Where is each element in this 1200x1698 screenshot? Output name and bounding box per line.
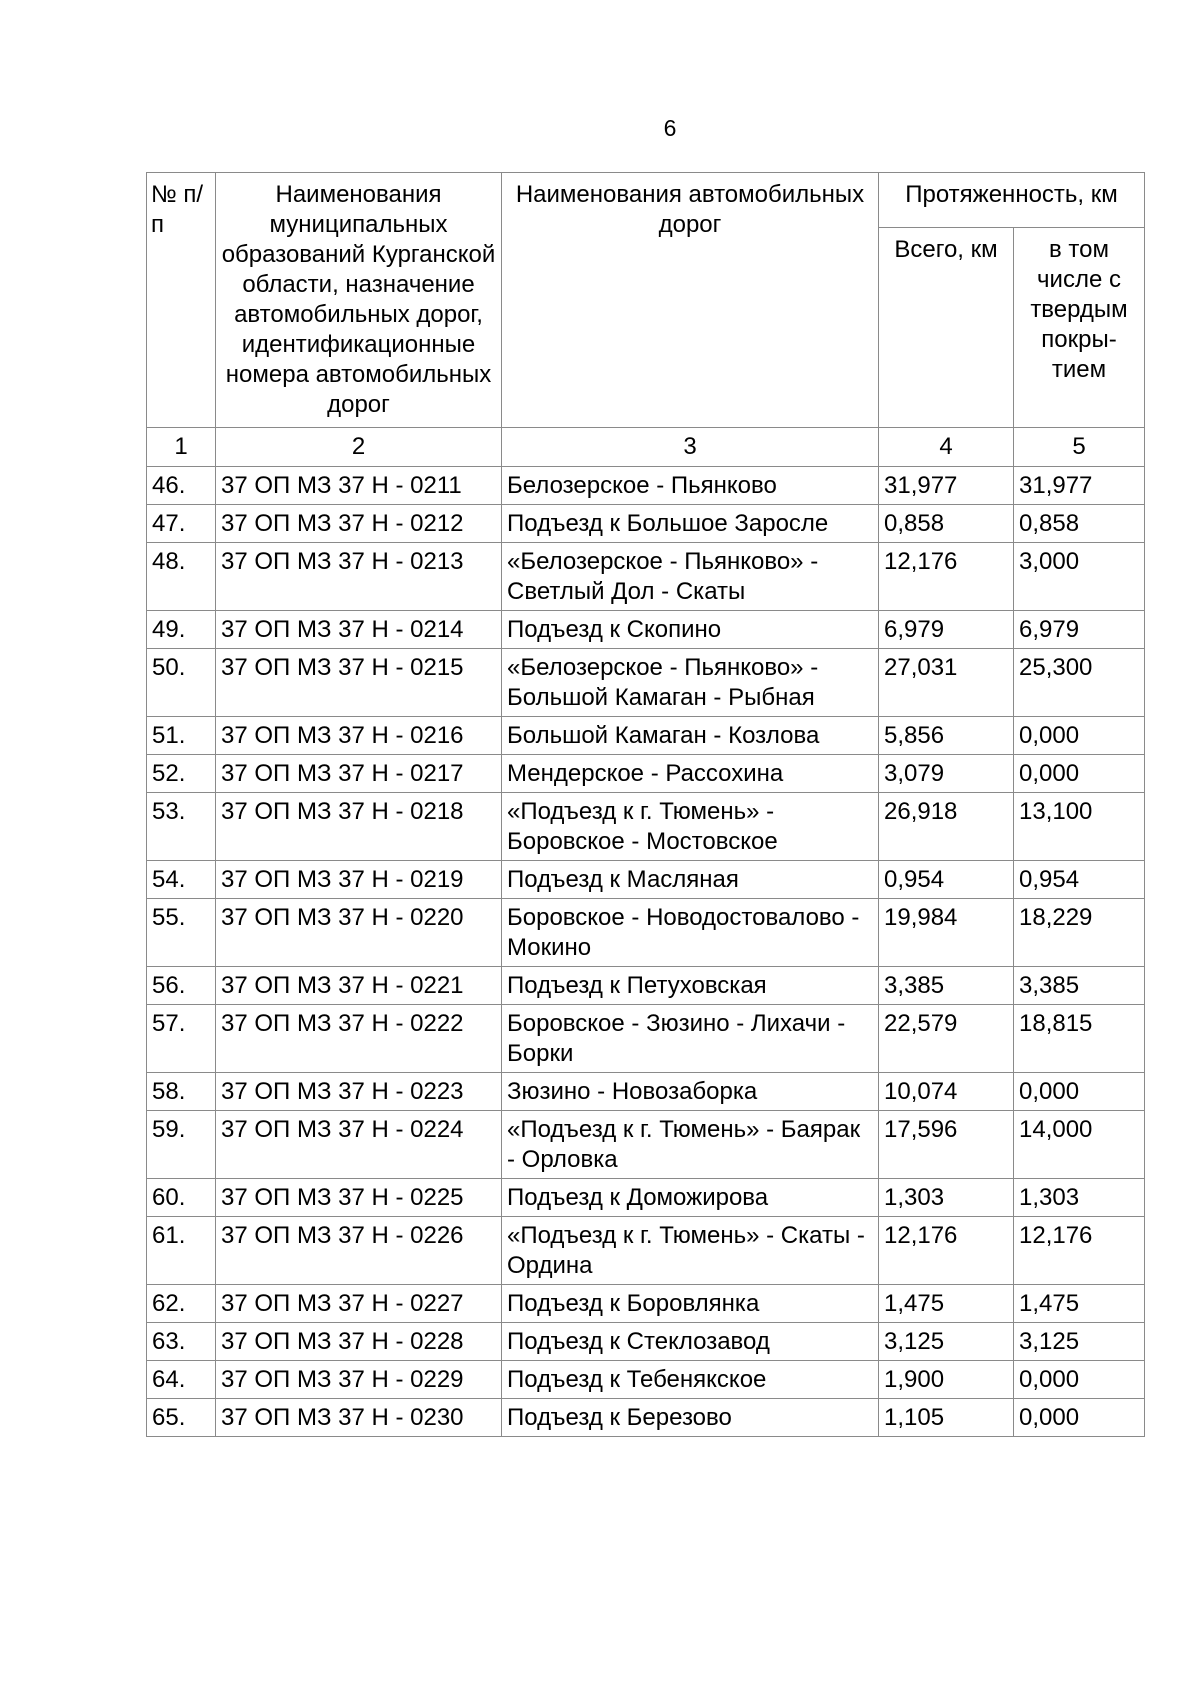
row-number: 63. xyxy=(147,1323,216,1361)
header-length: Протяженность, км xyxy=(879,173,1145,228)
length-total: 10,074 xyxy=(879,1073,1014,1111)
row-number: 61. xyxy=(147,1217,216,1285)
table-body xyxy=(147,467,1145,1437)
road-id: 37 ОП МЗ 37 Н - 0213 xyxy=(216,543,502,611)
row-number: 59. xyxy=(147,1111,216,1179)
length-paved: 13,100 xyxy=(1014,793,1145,861)
row-number: 58. xyxy=(147,1073,216,1111)
length-total: 1,900 xyxy=(879,1361,1014,1399)
header-road-name: Наименования автомобильных дорог xyxy=(502,173,879,428)
road-id: 37 ОП МЗ 37 Н - 0223 xyxy=(216,1073,502,1111)
row-number: 60. xyxy=(147,1179,216,1217)
table-row xyxy=(147,1005,1145,1073)
row-number: 48. xyxy=(147,543,216,611)
road-name: Большой Камаган - Козлова xyxy=(502,717,879,755)
road-name: «Подъезд к г. Тюмень» - Боровское - Мостовское xyxy=(502,793,879,861)
length-paved: 1,303 xyxy=(1014,1179,1145,1217)
column-number: 5 xyxy=(1014,428,1145,467)
length-total: 12,176 xyxy=(879,1217,1014,1285)
road-id: 37 ОП МЗ 37 Н - 0219 xyxy=(216,861,502,899)
length-total: 6,979 xyxy=(879,611,1014,649)
row-number: 50. xyxy=(147,649,216,717)
table-row xyxy=(147,1323,1145,1361)
table-row xyxy=(147,543,1145,611)
road-name: Подъезд к Доможирова xyxy=(502,1179,879,1217)
table-row xyxy=(147,1111,1145,1179)
road-id: 37 ОП МЗ 37 Н - 0225 xyxy=(216,1179,502,1217)
table-row xyxy=(147,967,1145,1005)
road-id: 37 ОП МЗ 37 Н - 0218 xyxy=(216,793,502,861)
table-row xyxy=(147,611,1145,649)
length-total: 22,579 xyxy=(879,1005,1014,1073)
length-paved: 0,000 xyxy=(1014,1073,1145,1111)
road-id: 37 ОП МЗ 37 Н - 0216 xyxy=(216,717,502,755)
length-paved: 14,000 xyxy=(1014,1111,1145,1179)
table-row xyxy=(147,717,1145,755)
length-total: 5,856 xyxy=(879,717,1014,755)
length-total: 31,977 xyxy=(879,467,1014,505)
length-total: 1,475 xyxy=(879,1285,1014,1323)
road-name: «Белозерское - Пьянково» - Большой Камаган - Рыбная xyxy=(502,649,879,717)
road-id: 37 ОП МЗ 37 Н - 0227 xyxy=(216,1285,502,1323)
table-row xyxy=(147,755,1145,793)
road-id: 37 ОП МЗ 37 Н - 0215 xyxy=(216,649,502,717)
page-number: 6 xyxy=(663,115,677,141)
road-name: «Подъезд к г. Тюмень» - Скаты - Ордина xyxy=(502,1217,879,1285)
road-name: «Белозерское - Пьянково» - Светлый Дол - Скаты xyxy=(502,543,879,611)
header-length-total: Всего, км xyxy=(879,227,1014,427)
length-total: 0,858 xyxy=(879,505,1014,543)
road-name: Подъезд к Стеклозавод xyxy=(502,1323,879,1361)
length-paved: 12,176 xyxy=(1014,1217,1145,1285)
road-name: Подъезд к Большое Заросле xyxy=(502,505,879,543)
road-id: 37 ОП МЗ 37 Н - 0217 xyxy=(216,755,502,793)
column-numbers-row xyxy=(147,428,1145,467)
length-paved: 18,815 xyxy=(1014,1005,1145,1073)
length-paved: 0,954 xyxy=(1014,861,1145,899)
length-total: 3,079 xyxy=(879,755,1014,793)
length-total: 3,385 xyxy=(879,967,1014,1005)
header-length-paved: в том числе с твердым покры-тием xyxy=(1014,227,1145,427)
column-number: 3 xyxy=(502,428,879,467)
road-name: Подъезд к Тебенякское xyxy=(502,1361,879,1399)
table-row xyxy=(147,1399,1145,1437)
road-id: 37 ОП МЗ 37 Н - 0220 xyxy=(216,899,502,967)
table-row xyxy=(147,793,1145,861)
road-id: 37 ОП МЗ 37 Н - 0212 xyxy=(216,505,502,543)
row-number: 52. xyxy=(147,755,216,793)
column-number: 4 xyxy=(879,428,1014,467)
length-paved: 1,475 xyxy=(1014,1285,1145,1323)
table-row xyxy=(147,1285,1145,1323)
length-paved: 0,000 xyxy=(1014,1361,1145,1399)
length-total: 26,918 xyxy=(879,793,1014,861)
length-total: 19,984 xyxy=(879,899,1014,967)
table-row xyxy=(147,649,1145,717)
table-row xyxy=(147,861,1145,899)
road-id: 37 ОП МЗ 37 Н - 0214 xyxy=(216,611,502,649)
length-paved: 0,000 xyxy=(1014,717,1145,755)
column-number: 2 xyxy=(216,428,502,467)
road-name: Боровское - Новодостовалово - Мокино xyxy=(502,899,879,967)
table-row xyxy=(147,467,1145,505)
road-name: Подъезд к Боровлянка xyxy=(502,1285,879,1323)
length-paved: 18,229 xyxy=(1014,899,1145,967)
row-number: 53. xyxy=(147,793,216,861)
road-name: «Подъезд к г. Тюмень» - Баярак - Орловка xyxy=(502,1111,879,1179)
length-paved: 25,300 xyxy=(1014,649,1145,717)
length-total: 1,105 xyxy=(879,1399,1014,1437)
road-name: Мендерское - Рассохина xyxy=(502,755,879,793)
length-total: 3,125 xyxy=(879,1323,1014,1361)
row-number: 51. xyxy=(147,717,216,755)
length-total: 0,954 xyxy=(879,861,1014,899)
table-row xyxy=(147,1073,1145,1111)
road-id: 37 ОП МЗ 37 Н - 0221 xyxy=(216,967,502,1005)
header-municipality: Наименования муниципальных образований Курганской области, назначение автомобильных дорог, идентификационные номера автомобильных дорог xyxy=(216,173,502,428)
road-id: 37 ОП МЗ 37 Н - 0224 xyxy=(216,1111,502,1179)
road-name: Подъезд к Березово xyxy=(502,1399,879,1437)
header-number: № п/п xyxy=(147,173,216,428)
table-row xyxy=(147,505,1145,543)
length-paved: 0,000 xyxy=(1014,1399,1145,1437)
length-total: 17,596 xyxy=(879,1111,1014,1179)
length-paved: 3,000 xyxy=(1014,543,1145,611)
length-total: 27,031 xyxy=(879,649,1014,717)
road-id: 37 ОП МЗ 37 Н - 0230 xyxy=(216,1399,502,1437)
length-paved: 0,000 xyxy=(1014,755,1145,793)
length-paved: 3,125 xyxy=(1014,1323,1145,1361)
table-row xyxy=(147,1361,1145,1399)
row-number: 54. xyxy=(147,861,216,899)
row-number: 65. xyxy=(147,1399,216,1437)
row-number: 64. xyxy=(147,1361,216,1399)
length-total: 12,176 xyxy=(879,543,1014,611)
length-total: 1,303 xyxy=(879,1179,1014,1217)
column-number: 1 xyxy=(147,428,216,467)
road-id: 37 ОП МЗ 37 Н - 0211 xyxy=(216,467,502,505)
roads-table xyxy=(146,172,1145,1437)
table-row xyxy=(147,1217,1145,1285)
length-paved: 0,858 xyxy=(1014,505,1145,543)
road-name: Подъезд к Скопино xyxy=(502,611,879,649)
row-number: 62. xyxy=(147,1285,216,1323)
road-name: Подъезд к Масляная xyxy=(502,861,879,899)
row-number: 49. xyxy=(147,611,216,649)
road-id: 37 ОП МЗ 37 Н - 0222 xyxy=(216,1005,502,1073)
road-name: Боровское - Зюзино - Лихачи - Борки xyxy=(502,1005,879,1073)
row-number: 47. xyxy=(147,505,216,543)
row-number: 57. xyxy=(147,1005,216,1073)
road-name: Зюзино - Новозаборка xyxy=(502,1073,879,1111)
road-name: Белозерское - Пьянково xyxy=(502,467,879,505)
table-row xyxy=(147,1179,1145,1217)
row-number: 55. xyxy=(147,899,216,967)
row-number: 46. xyxy=(147,467,216,505)
length-paved: 3,385 xyxy=(1014,967,1145,1005)
road-name: Подъезд к Петуховская xyxy=(502,967,879,1005)
road-id: 37 ОП МЗ 37 Н - 0229 xyxy=(216,1361,502,1399)
road-id: 37 ОП МЗ 37 Н - 0226 xyxy=(216,1217,502,1285)
road-id: 37 ОП МЗ 37 Н - 0228 xyxy=(216,1323,502,1361)
length-paved: 31,977 xyxy=(1014,467,1145,505)
row-number: 56. xyxy=(147,967,216,1005)
length-paved: 6,979 xyxy=(1014,611,1145,649)
table-row xyxy=(147,899,1145,967)
